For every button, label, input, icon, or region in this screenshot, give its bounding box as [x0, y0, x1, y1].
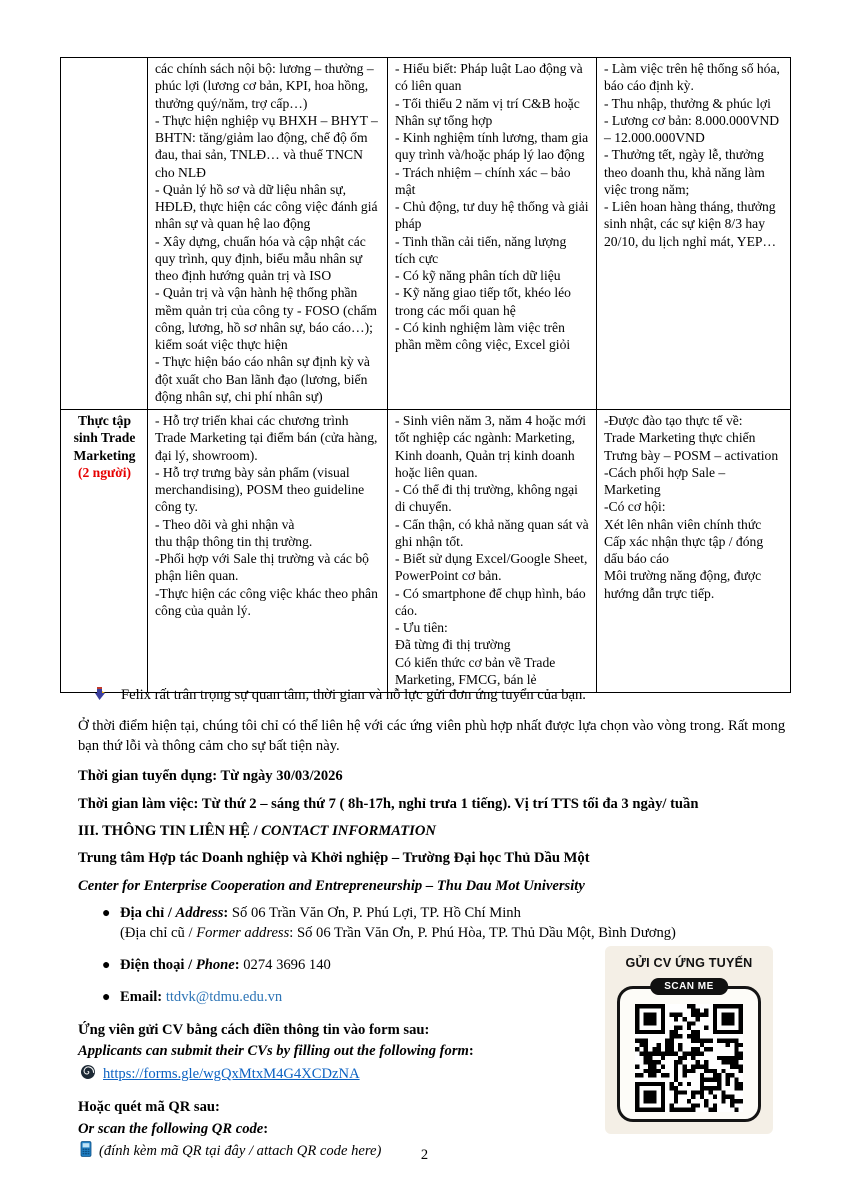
cell-line: -Có cơ hội:	[604, 499, 666, 515]
cell-line: - Chủ động, tư duy hệ thống và giải pháp	[395, 199, 589, 232]
benefits-cell	[597, 58, 791, 410]
cell-line: - Có smartphone để chụp hình, báo cáo.	[395, 585, 586, 618]
qr-card-title: GỬI CV ỨNG TUYẾN	[625, 956, 753, 970]
requirements-lines	[395, 60, 590, 353]
cell-line: - Hỗ trợ trưng bày sản phẩm (visual merchandising), POSM theo guideline công ty.	[155, 464, 365, 515]
role-count: (2 người)	[77, 464, 132, 480]
cell-line: - Ưu tiên:	[395, 620, 448, 635]
cell-line: - Có thể đi thị trường, không ngại di chuyển.	[395, 482, 578, 515]
cell-line: - Hỗ trợ triển khai các chương trình Trade Marketing tại điểm bán (cửa hàng, đại lý, showroom).	[155, 413, 378, 463]
cell-line: - Hiểu biết: Pháp luật Lao động và có liên quan	[395, 61, 583, 94]
address-label-en: Address	[175, 905, 224, 922]
former-colon: :	[289, 924, 297, 941]
colored-arrow-icon	[94, 686, 109, 707]
qr-attach-note: (đính kèm mã QR tại đây / attach QR code here)	[99, 1143, 382, 1160]
role-cell-continued	[61, 58, 148, 410]
cell-line: - Xây dựng, chuẩn hóa và cập nhật các quy trình, quy định, biểu mẫu nhân sự theo định hướng quản trị và ISO	[155, 233, 366, 283]
form-cta-en-text: Applicants can submit their CVs by filling out the following form	[78, 1043, 469, 1060]
duties-lines	[155, 60, 381, 405]
bullet-icon: ●	[102, 958, 111, 974]
email-link[interactable]: ttdvk@tdmu.edu.vn	[165, 989, 283, 1006]
work-time-line: Thời gian làm việc: Từ thứ 2 – sáng thứ 7 ( 8h-17h, nghỉ trưa 1 tiếng). Vị trí TTS tối đa 3 ngày/ tuần	[78, 795, 699, 812]
qr-cta-en-colon: :	[263, 1120, 269, 1137]
form-link-row	[80, 1064, 598, 1086]
cell-line: - Thực hiện nghiệp vụ BHXH – BHYT – BHTN: tăng/giảm lao động, chế độ ốm đau, thai sản, TNLĐ… và thuế TNCN cho NLĐ	[155, 112, 378, 180]
table-row	[61, 410, 791, 693]
contact-section-heading	[78, 822, 790, 841]
spiral-icon	[80, 1064, 96, 1086]
role-cell-trade-marketing-intern	[61, 410, 148, 693]
cell-line: Xét lên nhân viên chính thức	[604, 516, 762, 532]
qr-code-image	[635, 1004, 743, 1112]
cv-form-section	[78, 1021, 598, 1163]
phone-label-en: Phone	[195, 957, 235, 974]
page-number: 2	[420, 1147, 429, 1163]
qr-cta-en-text: Or scan the following QR code	[78, 1120, 264, 1137]
cell-line: - Theo dõi và ghi nhận và	[155, 516, 295, 532]
email-label: Email:	[120, 989, 166, 1006]
cell-line: - Lương cơ bản: 8.000.000VND – 12.000.000VND	[604, 112, 780, 145]
duties-cell	[148, 58, 388, 410]
cell-line: - Cẩn thận, có khả năng quan sát và ghi nhận tốt.	[395, 516, 589, 549]
felix-note-line	[94, 686, 790, 707]
role-title: Thực tập sinh Trade Marketing	[73, 413, 136, 463]
cell-line: - Kỹ năng giao tiếp tốt, khéo léo trong các mối quan hệ	[395, 285, 571, 318]
cell-line: - Sinh viên năm 3, năm 4 hoặc mới tốt nghiệp các ngành: Marketing, Kinh doanh, Quản trị kinh doanh hoặc liên quan.	[395, 413, 587, 480]
benefits-lines	[604, 412, 784, 602]
benefits-cell	[597, 410, 791, 693]
scan-me-badge: SCAN ME	[650, 978, 728, 995]
qr-frame	[617, 981, 761, 1122]
center-name-en: Center for Enterprise Cooperation and Entrepreneurship – Thu Dau Mot University	[78, 877, 585, 894]
cell-line: - Thực hiện báo cáo nhân sự định kỳ và đột xuất cho Ban lãnh đạo (lương, biến động nhân sự, chi phí nhân sự)	[155, 354, 370, 404]
heading-vi: III. THÔNG TIN LIÊN HỆ /	[78, 823, 262, 840]
benefits-lines	[604, 60, 784, 250]
cell-line: - Có kỹ năng phân tích dữ liệu	[395, 268, 561, 283]
address-label-vi: Địa chỉ /	[120, 905, 176, 922]
table-row	[61, 58, 791, 410]
cell-line: Có kiến thức cơ bản về Trade Marketing, FMCG, bán lẻ	[395, 654, 556, 687]
recruit-time-line: Thời gian tuyển dụng: Từ ngày 30/03/2026	[78, 768, 343, 785]
cell-line: thu thập thông tin thị trường.	[155, 533, 313, 549]
requirements-cell	[388, 58, 597, 410]
cell-line: -Phối hợp với Sale thị trường và các bộ phận liên quan.	[155, 551, 369, 584]
cell-line: - Trách nhiệm – chính xác – bảo mật	[395, 164, 571, 197]
cell-line: - Làm việc trên hệ thống số hóa, báo cáo định kỳ.	[604, 61, 780, 94]
cell-line: - Tinh thần cải tiến, năng lượng tích cực	[395, 233, 567, 266]
felix-note-text: Felix rất trân trọng sự quan tâm, thời gian và nỗ lực gửi đơn ứng tuyển của bạn.	[121, 687, 586, 703]
qr-card	[605, 946, 773, 1134]
cell-line: Môi trường năng động, được hướng dẫn trực tiếp.	[604, 568, 762, 601]
former-address-line	[120, 924, 790, 943]
duties-lines	[155, 412, 381, 619]
cell-line: các chính sách nội bộ: lương – thưởng – phúc lợi (lương cơ bản, KPI, hoa hồng, thưởng quý/năm, trợ cấp…)	[155, 61, 374, 111]
apology-paragraph: Ở thời điểm hiện tại, chúng tôi chỉ có thể liên hệ với các ứng viên phù hợp nhất được lựa chọn vào vòng trong. Rất mong bạn thứ lỗi và thông cảm cho sự bất tiện này.	[78, 718, 786, 754]
former-pre: (Địa chỉ cũ /	[120, 924, 197, 941]
form-cta-en-colon: :	[468, 1043, 474, 1060]
center-name-vi: Trung tâm Hợp tác Doanh nghiệp và Khởi nghiệp – Trường Đại học Thủ Dầu Một	[78, 850, 590, 867]
address-value: Số 06 Trần Văn Ơn, P. Phú Lợi, TP. Hồ Chí Minh	[231, 905, 521, 922]
cell-line: - Liên hoan hàng tháng, thưởng sinh nhật, các sự kiện 8/3 hay 20/10, du lịch nghỉ mát, YEP…	[604, 199, 777, 249]
cell-line: - Thưởng tết, ngày lễ, thưởng theo doanh thu, khả năng làm việc trong năm;	[604, 147, 765, 197]
heading-en: CONTACT INFORMATION	[261, 823, 436, 840]
phone-colon: :	[234, 957, 244, 974]
qr-cta-vi: Hoặc quét mã QR sau:	[78, 1099, 220, 1116]
cell-line: -Thực hiện các công việc khác theo phân công của quản lý.	[155, 585, 378, 618]
cell-line: Trade Marketing thực chiến	[604, 430, 756, 446]
address-item	[102, 904, 790, 943]
requirements-lines	[395, 412, 590, 688]
requirements-cell	[388, 410, 597, 693]
phone-value: 0274 3696 140	[243, 957, 331, 974]
cell-line: - Quản trị và vận hành hệ thống phần mềm quản trị của công ty - FOSO (chấm công, lương, hồ sơ nhân sự, báo cáo…); kiểm soát việc thực hiện	[155, 285, 377, 352]
job-positions-table	[60, 57, 791, 693]
cell-line: Đã từng đi thị trường	[395, 637, 511, 653]
former-value: Số 06 Trần Văn Ơn, P. Phú Hòa, TP. Thủ Dầu Một, Bình Dương)	[297, 924, 676, 941]
form-cta-en	[78, 1042, 598, 1061]
address-colon: :	[223, 905, 232, 922]
cell-line: -Được đào tạo thực tế về:	[604, 413, 743, 428]
cell-line: - Kinh nghiệm tính lương, tham gia quy trình và/hoặc pháp lý lao động	[395, 130, 589, 163]
cell-line: - Có kinh nghiệm làm việc trên phần mềm công việc, Excel giỏi	[395, 319, 571, 352]
cell-line: - Tối thiểu 2 năm vị trí C&B hoặc Nhân sự tổng hợp	[395, 95, 580, 128]
former-label-en: Former address	[196, 924, 290, 941]
bullet-icon: ●	[102, 990, 111, 1006]
cell-line: -Cách phối hợp Sale – Marketing	[604, 464, 726, 497]
duties-cell	[148, 410, 388, 693]
cell-line: Cấp xác nhận thực tập / đóng dấu báo cáo	[604, 533, 764, 566]
google-form-link[interactable]: https://forms.gle/wgQxMtxM4G4XCDzNA	[103, 1066, 360, 1083]
bullet-icon: ●	[102, 906, 111, 922]
cell-line: - Biết sử dụng Excel/Google Sheet, PowerPoint cơ bản.	[395, 551, 588, 584]
phone-label-vi: Điện thoại /	[120, 957, 196, 974]
cell-line: - Thu nhập, thưởng & phúc lợi	[604, 95, 771, 111]
cell-line: - Quản lý hồ sơ và dữ liệu nhân sự, HĐLĐ, thực hiện các công việc đánh giá nhân sự và quan hệ lao động	[155, 181, 378, 232]
cell-line: Trưng bày – POSM – activation	[604, 447, 779, 463]
form-cta-vi: Ứng viên gửi CV bằng cách điền thông tin vào form sau:	[78, 1021, 430, 1038]
qr-cta-en	[78, 1120, 598, 1139]
